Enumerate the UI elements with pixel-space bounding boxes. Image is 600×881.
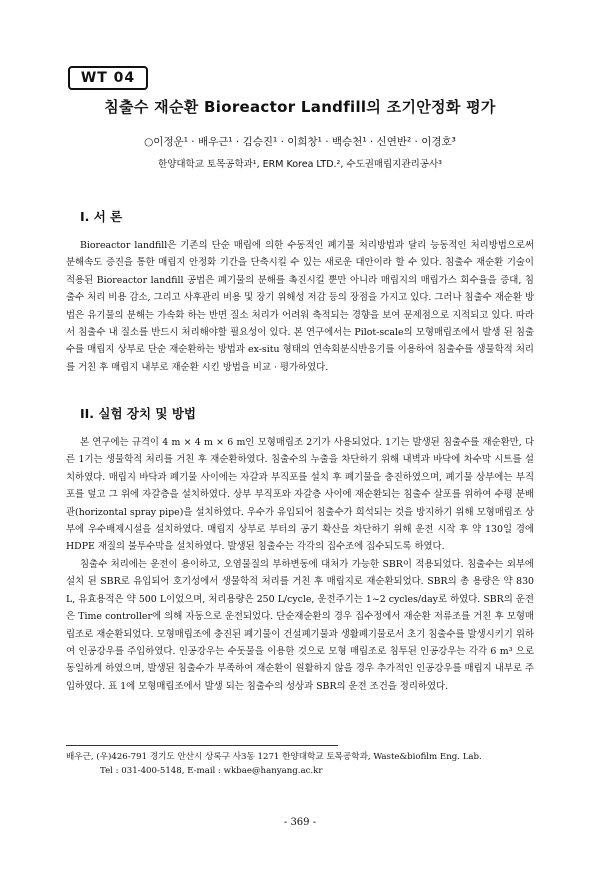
section-heading-methods: II. 실험 장치 및 방법 [80, 406, 196, 421]
introduction-paragraph: Bioreactor landfill은 기존의 단순 매립에 의한 수동적인 폐기물 처리방법과 달리 능동적인 처리방법으로써 분해속도 증진을 통한 매립지 안정화 기간을 단축시킬 수 있는 새로운 대안이라 할 수 있다. 침출수 재순환 기술이 적용된 Bioreactor landfill 공법은 폐기물의 분해를 촉진시킬 뿐만 아니라 매립지의 매립가스 회수율을 증대, 침출수 처리 비용 감소, 그리고 사후관리 비용 및 장기 위해성 저감 등의 장점을 가지고 있다. 그러나 침출수 재순환 방법은 유기물의 분해는 가속화 하는 반면 질소 처리가 어려워 축적되는 경향을 보여 문제점으로 지적되고 있다. 따라서 침출수 내 질소를 반드시 처리해야할 필요성이 있다. 본 연구에서는 Pilot-scale의 모형매립조에서 발생 된 침출수를 매립지 상부로 단순 재순환하는 방법과 ex-situ 형태의 연속회분식반응기를 이용하여 침출수를 생물학적 처리를 거친 후 매립지 내부로 재순환 시킨 방법을 비교 · 평가하였다. [66, 240, 534, 373]
affiliation-line: 한양대학교 토목공학과¹, ERM Korea LTD.², 수도권매립지관리공사³ [158, 159, 442, 170]
corresponding-author-footnote [66, 750, 536, 778]
methods-paragraph-1: 본 연구에는 규격이 4 m × 4 m × 6 m인 모형매립조 2기가 사용되었다. 1기는 발생된 침출수를 재순환만, 다른 1기는 생물학적 처리를 거친 후 재순환하였다. 침출수의 누출을 차단하기 위해 내벽과 바닥에 차수막 시트를 설치하였다. 매립지 바닥과 폐기물 사이에는 자갈과 부직포를 설치 후 폐기물을 충진하였으며, 폐기물 상부에는 부직포를 덮고 그 위에 자갈층을 설치하였다. 상부 부직포와 자갈층 사이에 재순환되는 침출수 살포를 위하여 수평 분배관(horizontal spray pipe)을 설치하였다. 우수가 유입되어 침출수가 희석되는 것을 방지하기 위해 모형매립조 상부에 우수배제시설을 설치하였다. 매립지 상부로 부터의 공기 확산을 차단하기 위해 운전 시작 후 약 130일 경에 HDPE 재질의 불투수막을 설치하였다. 발생된 침출수는 각각의 집수조에 집수되도록 하였다. [66, 437, 534, 553]
session-code-box: WT 04 [68, 66, 148, 90]
footnote-divider [66, 745, 338, 746]
section-heading-introduction: I. 서 론 [80, 209, 123, 224]
methods-paragraph-2: 침출수 처리에는 운전이 용이하고, 오염물질의 부하변동에 대처가 가능한 SBR이 적용되었다. 침출수는 외부에 설치 된 SBR로 유입되어 호기성에서 생물학적 처리를 거친 후 매립지로 재순환되었다. SBR의 총 용량은 약 830 L, 유효용적은 약 500 L이었으며, 처리용량은 250 L/cycle, 운전주기는 1~2 cycles/day로 하였다. SBR의 운전은 Time controller에 의해 자동으로 운전되었다. 단순재순환의 경우 집수정에서 재순환 저류조를 거친 후 모형매립조로 재순환되었다. 모형매립조에 충진된 폐기물이 건설폐기물과 생활폐기물로서 초기 침출수를 발생시키기 위하여 인공강우를 주입하였다. 인공강우는 수돗물을 이용한 것으로 모형 매립조로 침투된 인공강우는 각각 6 m³ 으로 동일하게 하였으며, 발생된 침출수가 부족하여 재순환이 원활하지 않을 경우 추가적인 인공강우를 매립지 내부로 주입하였다. 표 1에 모형매립조에서 발생 되는 침출수의 성상과 SBR의 운전 조건을 정리하였다. [66, 559, 534, 692]
footnote-contact: Tel : 031-400-5148, E-mail : wkbae@hanyang.ac.kr [100, 766, 323, 776]
page-number: - 369 - [283, 817, 317, 828]
author-list: ○이정운¹ · 배우근¹ · 김승진¹ · 이희창¹ · 백승천¹ · 신연반² · 이경호³ [144, 136, 456, 148]
paper-title: 침출수 재순환 Bioreactor Landfill의 조기안정화 평가 [104, 98, 496, 116]
footnote-address: 배우근, (우)426-791 경기도 안산시 상록구 사3동 1271 한양대학교 토목공학과, Waste&biofilm Eng. Lab. [66, 752, 482, 762]
